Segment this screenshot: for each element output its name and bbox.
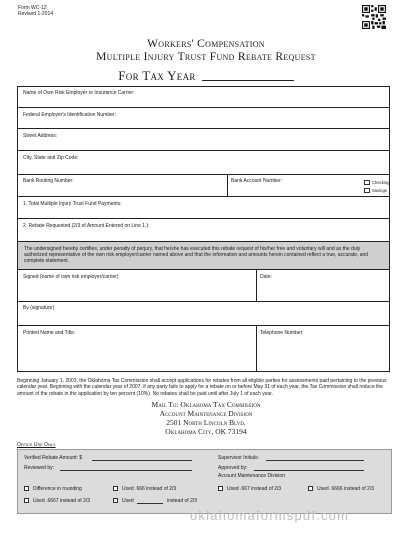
used-666-checkbox[interactable] [113, 486, 118, 491]
mail-city: Oklahoma City, OK 73194 [165, 427, 247, 436]
checking-label: Checking [372, 180, 390, 185]
employer-name-label: Name of Own Risk Employer or Insurance Carrier: [23, 90, 135, 96]
date-divider [256, 270, 257, 301]
rebate-notice: Beginning January 1, 2003, the Oklahoma Tax Commission shall accept applications for rebates from all eligible parties for assessments paid pertaining to the previous calendar year. Beginning with the calendar year of 2007, if any party fails to apply for a rebate on or before May 31 of each year, the Tax Commission shall reduce the amount of the rebate in the application by ten percent (10%). No rebates shall be paid until after July 1 of each year. [17, 378, 387, 397]
used-6666-checkbox[interactable] [308, 486, 313, 491]
street-label: Street Address: [23, 133, 58, 139]
used-other-checkbox[interactable] [113, 498, 118, 503]
supervisor-line[interactable] [266, 460, 364, 461]
used-other-value-line[interactable] [137, 503, 163, 504]
fein-label: Federal Employer's Identification Number: [23, 112, 116, 118]
used-other-prefix: Used [122, 498, 134, 504]
savings-checkbox[interactable] [364, 188, 370, 193]
verified-amount-label: Verified Rebate Amount: $ [24, 455, 83, 461]
used-6667-checkbox[interactable] [24, 498, 29, 503]
revised-date: Revised 1-2014 [18, 11, 54, 17]
diff-rounding-checkbox[interactable] [24, 486, 29, 491]
street-field[interactable] [18, 129, 389, 151]
declaration-box [18, 242, 389, 270]
title-tax-year [0, 68, 412, 84]
used-666-label: Used .666 instead of 2/3 [122, 486, 177, 492]
used-6666-label: Used .6666 instead of 2/3 [317, 486, 374, 492]
rebate-requested-field[interactable] [18, 219, 389, 242]
by-signature-field[interactable] [18, 302, 389, 326]
date-label: Date: [260, 274, 272, 280]
office-use-box [17, 449, 392, 514]
verified-amount-line[interactable] [92, 460, 192, 461]
printed-name-label: Printed Name and Title: [23, 330, 76, 336]
watermark: oklahomaformspdf.com [190, 508, 350, 523]
mail-street: 2501 North Lincoln Blvd. [166, 418, 246, 427]
city-state-zip-label: City, State and Zip Code: [23, 155, 79, 161]
rebate-requested-label: 2. Rebate Requested (2/3 of Amount Entered on Line 1.): [23, 223, 150, 229]
city-state-zip-field[interactable] [18, 151, 389, 175]
form-number-text: Form WC-12 [18, 5, 47, 11]
mail-division: Account Maintenance Division [159, 409, 253, 418]
tax-year-label: For Tax Year [118, 68, 196, 83]
used-667-checkbox[interactable] [218, 486, 223, 491]
telephone-label: Telephone Number: [260, 330, 304, 336]
account-label: Bank Account Number: [231, 178, 283, 184]
total-payments-field[interactable] [18, 197, 389, 219]
routing-label: Bank Routing Number: [23, 178, 74, 184]
reviewed-by-line[interactable] [60, 470, 192, 471]
bank-divider [227, 175, 228, 196]
title-line-2: Multiple Injury Trust Fund Rebate Request [96, 51, 316, 63]
approved-by-line[interactable] [254, 470, 364, 471]
reviewed-by-label: Reviewed by: [24, 465, 55, 471]
bank-row [18, 175, 389, 197]
savings-label: Savings [372, 188, 387, 193]
signed-label: Signed (name of own risk employer/carrier) [23, 274, 119, 280]
tax-year-field[interactable] [202, 80, 294, 81]
approved-by-label: Approved by: [218, 465, 248, 471]
checking-checkbox[interactable] [364, 180, 370, 185]
division-label: Account Maintenance Division [218, 473, 285, 479]
supervisor-label: Supervisor Initials: [218, 455, 259, 461]
used-other-suffix: instead of 2/3 [167, 498, 198, 504]
telephone-divider [256, 326, 257, 372]
used-667-label: Used .667 instead of 2/3 [227, 486, 282, 492]
printed-name-row [18, 326, 389, 372]
qr-code-icon [362, 5, 386, 29]
diff-rounding-label: Difference in rounding [33, 486, 82, 492]
used-6667-label: Used .6667 instead of 2/3 [33, 498, 90, 504]
by-signature-label: By (signature) [23, 305, 55, 311]
mail-to: Mail To: Oklahoma Tax Commission [151, 400, 261, 409]
office-use-label: Office Use Only [17, 442, 56, 448]
fein-field[interactable] [18, 108, 389, 129]
form-number [18, 5, 53, 17]
title-line-1: Workers' Compensation [147, 38, 265, 50]
employer-name-field[interactable] [18, 87, 389, 108]
total-payments-label: 1. Total Multiple Injury Trust Fund Payments: [23, 201, 122, 207]
signature-row [18, 270, 389, 302]
rebate-form [17, 86, 390, 372]
declaration-text: The undersigned hereby certifies, under penalty of perjury, that he/she has executed this rebate request of his/her free and voluntary will and as the duly authorized representative of the own risk employer/carrier named above and that the information and amounts herein contained reflect a true, accurate, and complete statement. [24, 246, 369, 265]
